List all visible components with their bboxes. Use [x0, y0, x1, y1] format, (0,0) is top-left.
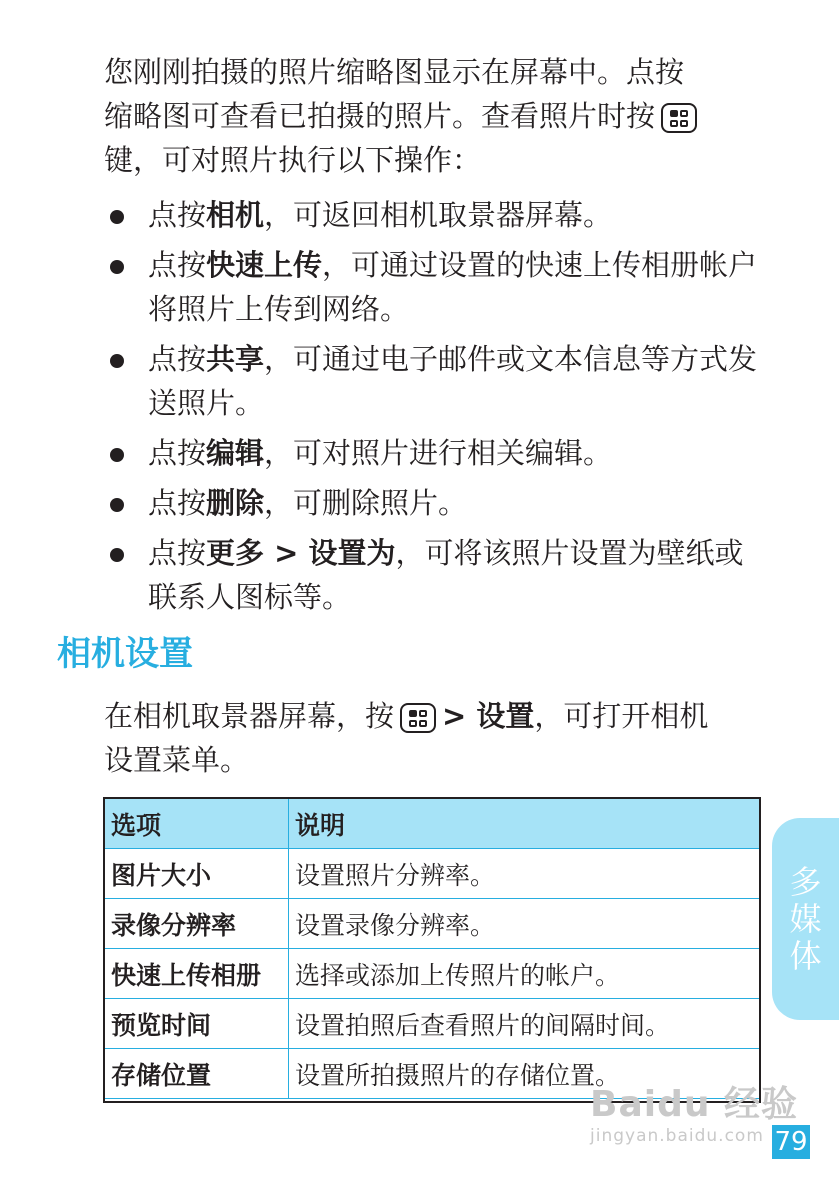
section-line-2: 设置菜单。: [104, 743, 250, 777]
section-paragraph: [104, 694, 764, 782]
bullet-icon: [110, 448, 124, 462]
bullet-icon: [110, 354, 124, 368]
option-cell: 图片大小: [105, 849, 289, 899]
option-cell: 录像分辨率: [105, 899, 289, 949]
table-row: [105, 849, 760, 899]
table-header-option: 选项: [105, 799, 289, 849]
settings-table: [104, 798, 760, 1099]
chapter-tab-label: 多 媒 体: [789, 863, 822, 975]
description-cell: 选择或添加上传照片的帐户。: [289, 949, 760, 999]
description-cell: 设置录像分辨率。: [289, 899, 760, 949]
operation-list: [104, 193, 764, 625]
option-cell: 存储位置: [105, 1049, 289, 1099]
bullet-icon: [110, 548, 124, 562]
menu-key-icon: [400, 703, 436, 733]
table-header-description: 说明: [289, 799, 760, 849]
table-row: [105, 949, 760, 999]
description-cell: 设置所拍摄照片的存储位置。: [289, 1049, 760, 1099]
menu-key-icon: [661, 103, 697, 133]
table-row: [105, 999, 760, 1049]
chapter-tab: [772, 818, 839, 1020]
bullet-icon: [110, 498, 124, 512]
page-number: 79: [772, 1125, 810, 1159]
list-item: 点按编辑，可对照片进行相关编辑。: [104, 431, 764, 475]
list-item: 点按快速上传，可通过设置的快速上传相册帐户将照片上传到网络。: [104, 243, 764, 331]
bullet-icon: [110, 210, 124, 224]
list-item: 点按相机，可返回相机取景器屏幕。: [104, 193, 764, 237]
section-line-1: 在相机取景器屏幕，按 > 设置，可打开相机: [104, 699, 709, 733]
list-item: 点按共享，可通过电子邮件或文本信息等方式发送照片。: [104, 337, 764, 425]
watermark-logo-text: Baidu 经验: [590, 1084, 799, 1125]
table-row: [105, 899, 760, 949]
intro-line-1: 您刚刚拍摄的照片缩略图显示在屏幕中。点按: [104, 55, 685, 89]
description-cell: 设置照片分辨率。: [289, 849, 760, 899]
option-cell: 预览时间: [105, 999, 289, 1049]
list-item: 点按删除，可删除照片。: [104, 481, 764, 525]
section-title: 相机设置: [57, 634, 193, 674]
table-header-row: [105, 799, 760, 849]
watermark: [590, 1085, 798, 1147]
bullet-icon: [110, 260, 124, 274]
description-cell: 设置拍照后查看照片的间隔时间。: [289, 999, 760, 1049]
option-cell: 快速上传相册: [105, 949, 289, 999]
intro-line-3: 键，可对照片执行以下操作：: [104, 143, 482, 177]
list-item: 点按更多 > 设置为，可将该照片设置为壁纸或联系人图标等。: [104, 531, 764, 619]
watermark-url: jingyan.baidu.com: [590, 1126, 764, 1146]
intro-paragraph: [104, 50, 764, 182]
intro-line-2: 缩略图可查看已拍摄的照片。查看照片时按: [104, 94, 764, 138]
